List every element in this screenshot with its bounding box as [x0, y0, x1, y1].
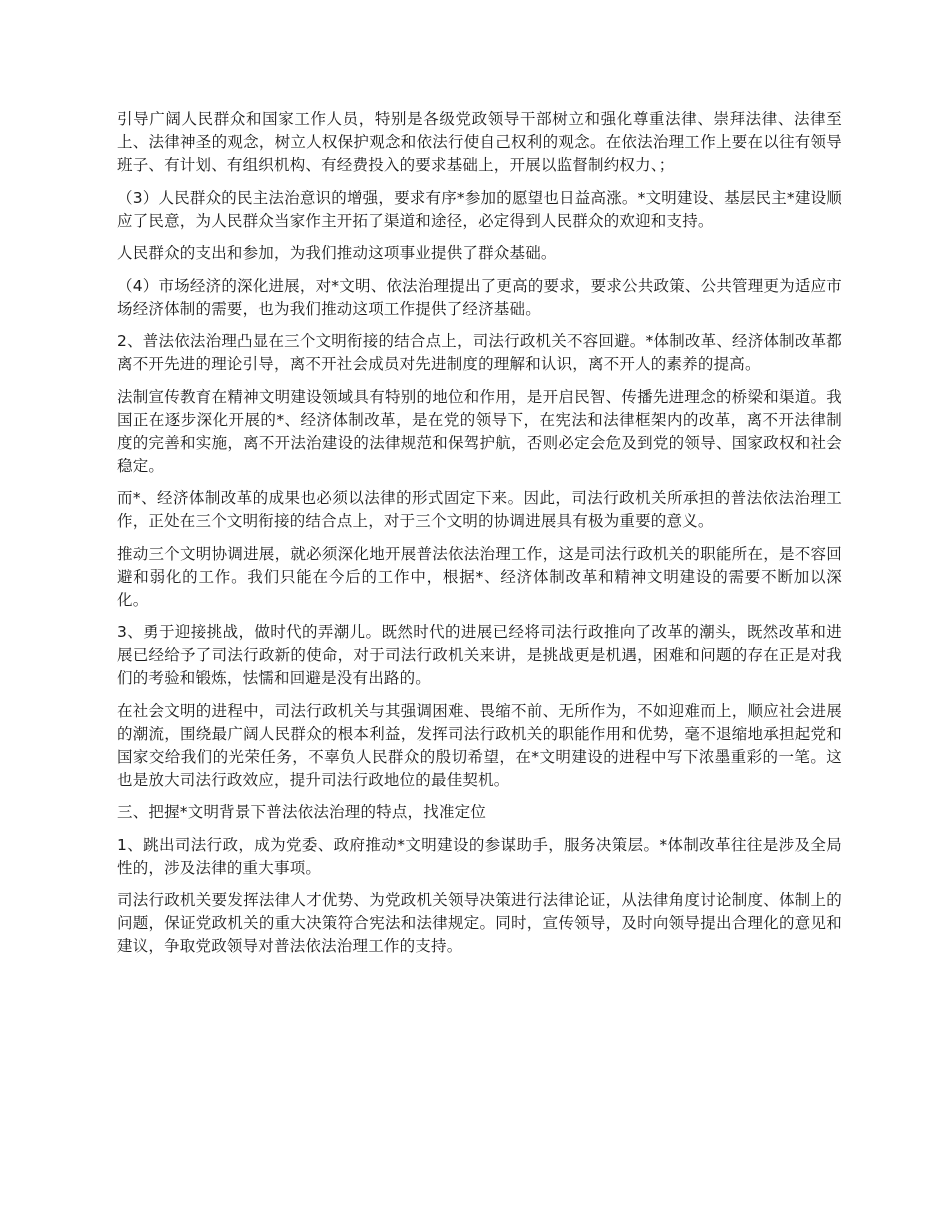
paragraph-13: 司法行政机关要发挥法律人才优势、为党政机关领导决策进行法律论证，从法律角度讨论制度、体制上的问题，保证党政机关的重大决策符合宪法和法律规定。同时，宣传领导，及时向领导提出合理化的意见和建议，争取党政领导对普法依法治理工作的支持。: [117, 891, 842, 955]
paragraph-12: 1、跳出司法行政，成为党委、政府推动*文明建设的参谋助手，服务决策层。*体制改革往往是涉及全局性的，涉及法律的重大事项。: [117, 835, 842, 877]
paragraph-6: 法制宣传教育在精神文明建设领域具有特别的地位和作用，是开启民智、传播先进理念的桥梁和渠道。我国正在逐步深化开展的*、经济体制改革，是在党的领导下，在宪法和法律框架内的改革，离不开法律制度的完善和实施，离不开法治建设的法律规范和保驾护航，否则必定会危及到党的领导、国家政权和社会稳定。: [117, 387, 842, 475]
paragraph-3: 人民群众的支出和参加，为我们推动这项事业提供了群众基础。: [117, 244, 557, 262]
paragraph-4: （4）市场经济的深化进展，对*文明、依法治理提出了更高的要求，要求公共政策、公共管理更为适应市场经济体制的需要，也为我们推动这项工作提供了经济基础。: [117, 276, 842, 318]
paragraph-5: 2、普法依法治理凸显在三个文明衔接的结合点上，司法行政机关不容回避。*体制改革、经济体制改革都离不开先进的理论引导，离不开社会成员对先进制度的理解和认识，离不开人的素养的提高。: [117, 332, 842, 373]
paragraph-7: 而*、经济体制改革的成果也必须以法律的形式固定下来。因此，司法行政机关所承担的普法依法治理工作，正处在三个文明衔接的结合点上，对于三个文明的协调进展具有极为重要的意义。: [117, 489, 842, 530]
section-heading: 三、把握*文明背景下普法依法治理的特点，找准定位: [117, 803, 487, 821]
paragraph-1: 引导广阔人民群众和国家工作人员，特别是各级党政领导干部树立和强化尊重法律、崇拜法律、法律至上、法律神圣的观念，树立人权保护观念和依法行使自己权利的观念。在依法治理工作上要在以往有领导班子、有计划、有组织机构、有经费投入的要求基础上，开展以监督制约权力、；: [117, 110, 842, 174]
paragraph-2: （3）人民群众的民主法治意识的增强，要求有序*参加的愿望也日益高涨。*文明建设、基层民主*建设顺应了民意，为人民群众当家作主开拓了渠道和途径，必定得到人民群众的欢迎和支持。: [117, 188, 842, 230]
paragraph-8: 推动三个文明协调进展，就必须深化地开展普法依法治理工作，这是司法行政机关的职能所在，是不容回避和弱化的工作。我们只能在今后的工作中，根据*、经济体制改革和精神文明建设的需要不断加以深化。: [117, 544, 842, 609]
paragraph-9: 3、勇于迎接挑战，做时代的弄潮儿。既然时代的进展已经将司法行政推向了改革的潮头，既然改革和进展已经给予了司法行政新的使命，对于司法行政机关来讲，是挑战更是机遇，困难和问题的存在正是对我们的考验和锻炼，怯懦和回避是没有出路的。: [117, 623, 842, 687]
document-body: [117, 108, 842, 968]
paragraph-10: 在社会文明的进程中，司法行政机关与其强调困难、畏缩不前、无所作为，不如迎难而上，顺应社会进展的潮流，围绕最广阔人民群众的根本利益，发挥司法行政机关的职能作用和优势，毫不退缩地承担起党和国家交给我们的光荣任务，不辜负人民群众的殷切希望，在*文明建设的进程中写下浓墨重彩的一笔。这也是放大司法行政效应，提升司法行政地位的最佳契机。: [117, 701, 842, 789]
